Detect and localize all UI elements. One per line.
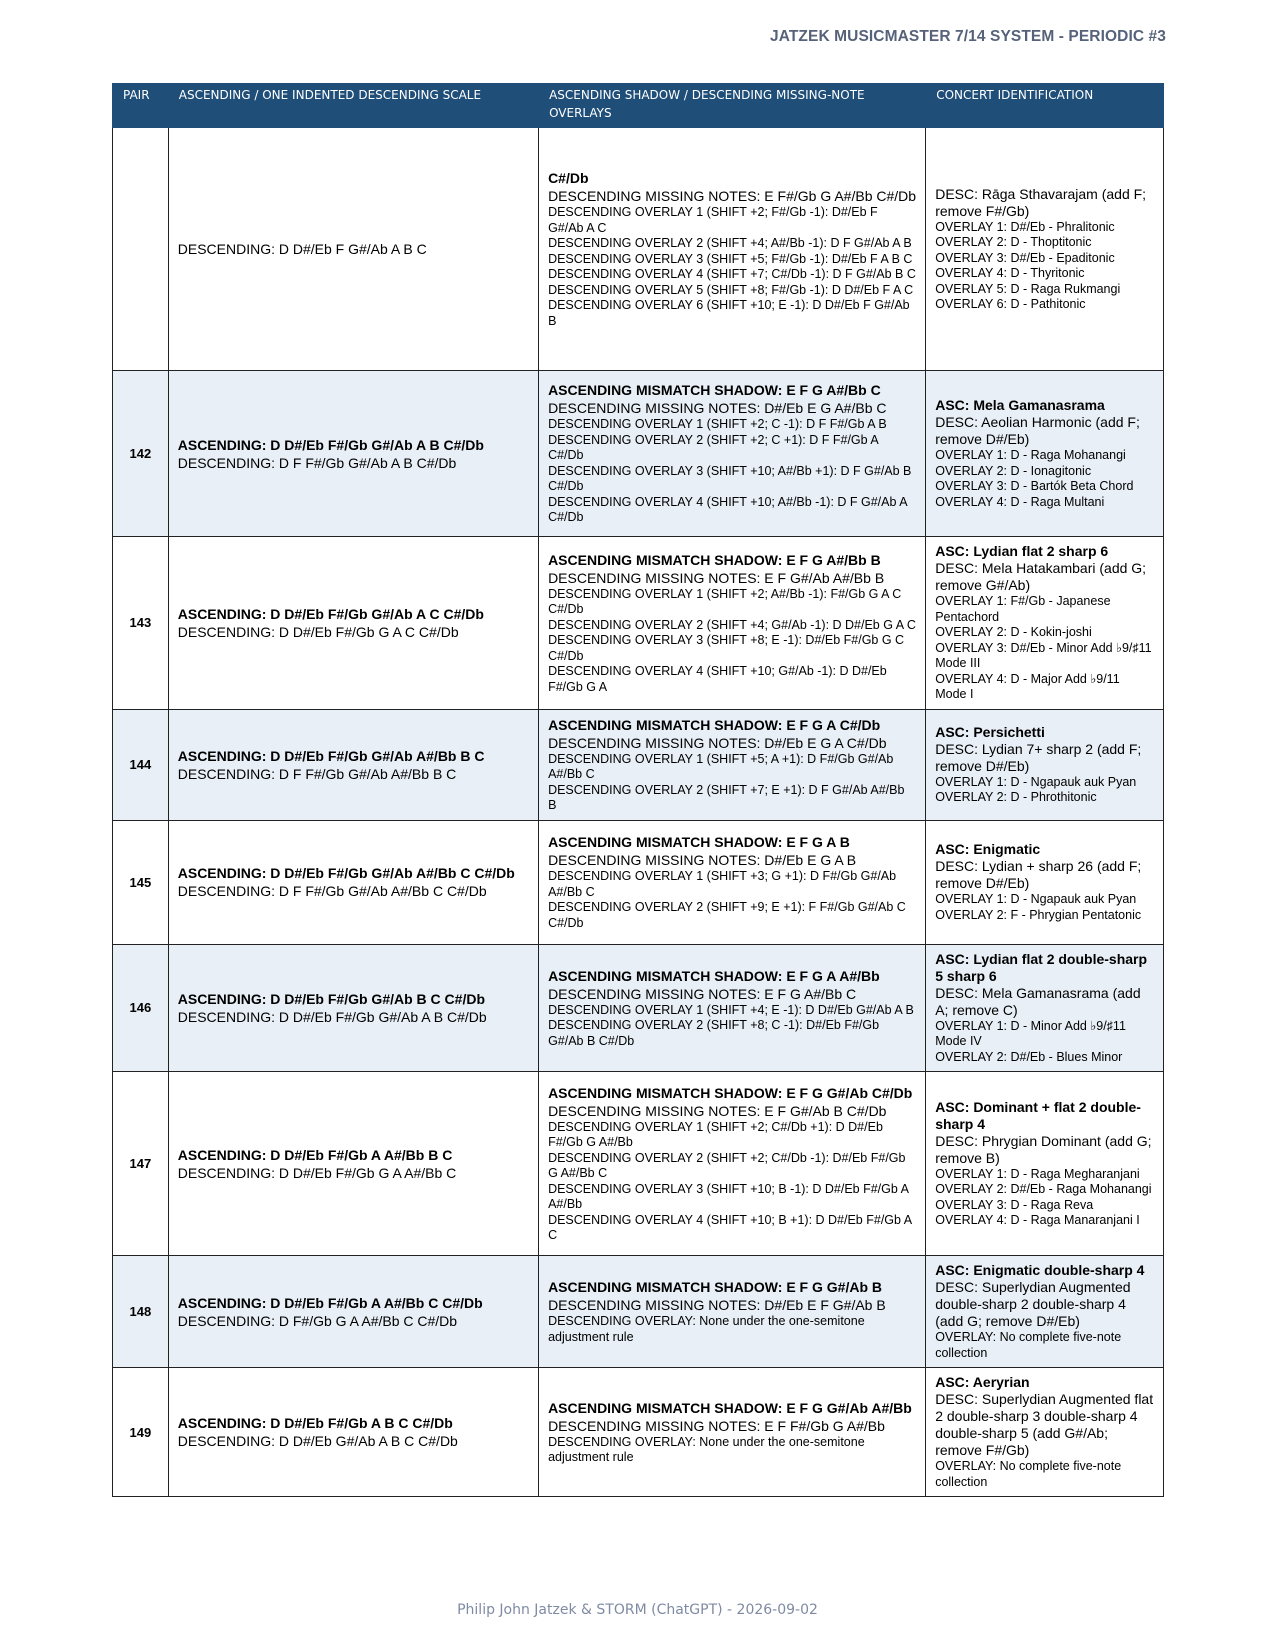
table-row xyxy=(113,1368,1164,1497)
concert-ascending: ASC: Enigmatic double-sharp 4 xyxy=(935,1262,1145,1278)
concert-cell xyxy=(926,1256,1164,1368)
shadow-cell xyxy=(539,1368,926,1497)
mismatch-shadow: ASCENDING MISMATCH SHADOW: E F G G#/Ab A#/Bb xyxy=(548,1399,912,1416)
mismatch-shadow: ASCENDING MISMATCH SHADOW: E F G A#/Bb B xyxy=(548,551,881,568)
table-row xyxy=(113,709,1164,820)
concert-descending: DESC: Rāga Sthavarajam (add F; remove F#/Gb) xyxy=(935,185,1147,219)
concert-ascending: ASC: Mela Gamanasrama xyxy=(935,397,1105,413)
concert-overlay: OVERLAY 1: D - Ngapauk auk Pyan xyxy=(935,892,1137,906)
descending-overlay: DESCENDING OVERLAY: None under the one-semitone adjustment rule xyxy=(548,1434,865,1464)
missing-notes: DESCENDING MISSING NOTES: E F G#/Ab B C#/Db xyxy=(548,1102,887,1119)
concert-ascending: ASC: Lydian flat 2 double-sharp 5 sharp 6 xyxy=(935,950,1148,984)
concert-ascending: ASC: Persichetti xyxy=(935,723,1045,740)
concert-overlay: OVERLAY 1: D - Raga Mohanangi xyxy=(935,448,1126,462)
ascending-scale: ASCENDING: D D#/Eb F#/Gb G#/Ab A B C#/Db xyxy=(177,436,484,453)
mismatch-shadow: ASCENDING MISMATCH SHADOW: E F G A B xyxy=(548,834,850,850)
table-row xyxy=(113,1256,1164,1368)
mismatch-shadow: C#/Db xyxy=(548,170,589,186)
descending-scale: DESCENDING: D D#/Eb F#/Gb G A C C#/Db xyxy=(177,623,459,640)
missing-notes: DESCENDING MISSING NOTES: D#/Eb E G A C#/Db xyxy=(548,734,887,751)
mismatch-shadow: ASCENDING MISMATCH SHADOW: E F G A A#/Bb xyxy=(548,967,880,984)
ascending-scale: ASCENDING: D D#/Eb F#/Gb G#/Ab B C C#/Db xyxy=(177,990,485,1007)
scale-cell xyxy=(168,709,538,820)
concert-descending: DESC: Lydian + sharp 26 (add F; remove D#/Eb) xyxy=(935,858,1142,891)
descending-scale: DESCENDING: D F#/Gb G A A#/Bb C C#/Db xyxy=(177,1312,458,1329)
concert-overlay: OVERLAY 1: F#/Gb - Japanese Pentachord xyxy=(935,594,1111,624)
column-header-shadow: ASCENDING SHADOW / DESCENDING MISSING-NOTE OVERLAYS xyxy=(539,84,926,128)
descending-overlay: DESCENDING OVERLAY 2 (SHIFT +4; A#/Bb -1): D F G#/Ab A B xyxy=(548,236,912,250)
concert-overlay: OVERLAY 2: D - Ionagitonic xyxy=(935,463,1092,478)
concert-overlay: OVERLAY: No complete five-note collection xyxy=(935,1330,1122,1360)
concert-ascending: ASC: Aeryrian xyxy=(935,1374,1030,1390)
concert-overlay: OVERLAY 6: D - Pathitonic xyxy=(935,297,1086,311)
concert-overlay: OVERLAY 3: D - Bartók Beta Chord xyxy=(935,479,1134,493)
scale-cell xyxy=(168,820,538,944)
pair-cell: 149 xyxy=(113,1368,169,1497)
scale-cell xyxy=(168,128,538,371)
shadow-cell xyxy=(539,709,926,820)
shadow-cell xyxy=(539,537,926,710)
scale-cell xyxy=(168,1072,538,1256)
table-body xyxy=(113,128,1164,1497)
concert-overlay: OVERLAY: No complete five-note collection xyxy=(935,1459,1122,1489)
table-row xyxy=(113,944,1164,1072)
shadow-cell xyxy=(539,128,926,371)
descending-overlay: DESCENDING OVERLAY 4 (SHIFT +10; B +1): D D#/Eb F#/Gb A C xyxy=(548,1212,912,1242)
concert-overlay: OVERLAY 2: D - Phrothitonic xyxy=(935,790,1097,804)
descending-overlay: DESCENDING OVERLAY 1 (SHIFT +4; E -1): D D#/Eb G#/Ab A B xyxy=(548,1002,914,1017)
pair-cell: 147 xyxy=(113,1072,169,1256)
descending-overlay: DESCENDING OVERLAY 2 (SHIFT +4; G#/Ab -1): D D#/Eb G A C xyxy=(548,617,916,632)
concert-overlay: OVERLAY 1: D - Minor Add ♭9/♯11 Mode IV xyxy=(935,1018,1126,1048)
missing-notes: DESCENDING MISSING NOTES: D#/Eb E G A#/Bb C xyxy=(548,400,887,417)
concert-cell xyxy=(926,1368,1164,1497)
descending-overlay: DESCENDING OVERLAY 1 (SHIFT +3; G +1): D F#/Gb G#/Ab A#/Bb C xyxy=(548,869,897,899)
concert-cell xyxy=(926,537,1164,710)
concert-overlay: OVERLAY 4: D - Raga Manaranjani I xyxy=(935,1213,1140,1227)
column-header-concert: CONCERT IDENTIFICATION xyxy=(926,84,1164,128)
mismatch-shadow: ASCENDING MISMATCH SHADOW: E F G A C#/Db xyxy=(548,716,881,733)
concert-cell xyxy=(926,1072,1164,1256)
descending-overlay: DESCENDING OVERLAY 4 (SHIFT +10; A#/Bb -1): D F G#/Ab A C#/Db xyxy=(548,494,907,525)
missing-notes: DESCENDING MISSING NOTES: D#/Eb E G A B xyxy=(548,852,857,868)
concert-overlay: OVERLAY 1: D - Raga Megharanjani xyxy=(935,1166,1140,1181)
concert-overlay: OVERLAY 2: D - Thoptitonic xyxy=(935,235,1092,249)
concert-cell xyxy=(926,128,1164,371)
concert-ascending: ASC: Enigmatic xyxy=(935,841,1041,857)
pair-cell: 142 xyxy=(113,371,169,537)
scale-cell xyxy=(168,537,538,710)
missing-notes: DESCENDING MISSING NOTES: E F#/Gb G A#/Bb C#/Db xyxy=(548,188,917,204)
shadow-cell xyxy=(539,820,926,944)
scales-table xyxy=(112,83,1164,1497)
page-footer: Philip John Jatzek & STORM (ChatGPT) - 2026-09-02 xyxy=(457,1602,818,1618)
ascending-scale: ASCENDING: D D#/Eb F#/Gb G#/Ab A C C#/Db xyxy=(177,605,484,622)
concert-overlay: OVERLAY 2: D#/Eb - Blues Minor xyxy=(935,1049,1123,1064)
concert-descending: DESC: Phrygian Dominant (add G; remove B) xyxy=(935,1132,1152,1166)
ascending-scale: ASCENDING: D D#/Eb F#/Gb A A#/Bb B C xyxy=(177,1146,453,1163)
concert-overlay: OVERLAY 3: D#/Eb - Epaditonic xyxy=(935,250,1115,265)
descending-scale: DESCENDING: D D#/Eb F#/Gb G#/Ab A B C#/Db xyxy=(177,1008,487,1025)
concert-overlay: OVERLAY 1: D - Ngapauk auk Pyan xyxy=(935,774,1137,789)
concert-overlay: OVERLAY 5: D - Raga Rukmangi xyxy=(935,281,1121,296)
scale-cell xyxy=(168,371,538,537)
table-row xyxy=(113,371,1164,537)
shadow-cell xyxy=(539,371,926,537)
descending-overlay: DESCENDING OVERLAY 6 (SHIFT +10; E -1): D D#/Eb F G#/Ab B xyxy=(548,298,910,328)
descending-overlay: DESCENDING OVERLAY 1 (SHIFT +2; C -1): D F F#/Gb A B xyxy=(548,417,887,432)
descending-overlay: DESCENDING OVERLAY 4 (SHIFT +7; C#/Db -1): D F G#/Ab B C xyxy=(548,267,916,281)
descending-scale: DESCENDING: D D#/Eb G#/Ab A B C C#/Db xyxy=(177,1433,458,1449)
column-header-scale: ASCENDING / ONE INDENTED DESCENDING SCALE xyxy=(168,84,538,128)
descending-overlay: DESCENDING OVERLAY 2 (SHIFT +8; C -1): D#/Eb F#/Gb G#/Ab B C#/Db xyxy=(548,1018,880,1048)
mismatch-shadow: ASCENDING MISMATCH SHADOW: E F G G#/Ab C#/Db xyxy=(548,1084,913,1101)
pair-cell: 145 xyxy=(113,820,169,944)
concert-descending: DESC: Superlydian Augmented flat 2 double-sharp 3 double-sharp 4 double-sharp 5 (add G#/Ab; remove F#/Gb) xyxy=(935,1391,1154,1458)
descending-overlay: DESCENDING OVERLAY 3 (SHIFT +10; B -1): D D#/Eb F#/Gb A A#/Bb xyxy=(548,1181,909,1211)
descending-scale: DESCENDING: D F F#/Gb G#/Ab A B C#/Db xyxy=(177,454,457,471)
ascending-scale: ASCENDING: D D#/Eb F#/Gb G#/Ab A#/Bb B C xyxy=(177,747,485,764)
descending-overlay: DESCENDING OVERLAY 3 (SHIFT +10; A#/Bb +1): D F G#/Ab B C#/Db xyxy=(548,463,912,494)
scale-cell xyxy=(168,944,538,1072)
concert-overlay: OVERLAY 3: D - Raga Reva xyxy=(935,1197,1094,1212)
document-title: JATZEK MUSICMASTER 7/14 SYSTEM - PERIODIC #3 xyxy=(770,28,1166,45)
mismatch-shadow: ASCENDING MISMATCH SHADOW: E F G A#/Bb C xyxy=(548,382,881,399)
pair-cell xyxy=(113,128,169,371)
descending-overlay: DESCENDING OVERLAY 3 (SHIFT +8; E -1): D#/Eb F#/Gb G C C#/Db xyxy=(548,633,905,663)
shadow-cell xyxy=(539,944,926,1072)
concert-descending: DESC: Aeolian Harmonic (add F; remove D#/Eb) xyxy=(935,414,1140,447)
missing-notes: DESCENDING MISSING NOTES: D#/Eb E F G#/Ab B xyxy=(548,1297,886,1313)
concert-cell xyxy=(926,709,1164,820)
concert-overlay: OVERLAY 4: D - Thyritonic xyxy=(935,266,1085,280)
ascending-scale: ASCENDING: D D#/Eb F#/Gb G#/Ab A#/Bb C C#/Db xyxy=(177,865,515,881)
table-header xyxy=(113,84,1164,128)
concert-overlay: OVERLAY 3: D#/Eb - Minor Add ♭9/♯11 Mode III xyxy=(935,640,1152,670)
pair-cell: 146 xyxy=(113,944,169,1072)
concert-overlay: OVERLAY 1: D#/Eb - Phralitonic xyxy=(935,219,1115,234)
concert-overlay: OVERLAY 4: D - Raga Multani xyxy=(935,494,1105,509)
column-header-pair: PAIR xyxy=(113,84,169,128)
concert-cell xyxy=(926,371,1164,537)
pair-cell: 144 xyxy=(113,709,169,820)
scale-cell xyxy=(168,1368,538,1497)
descending-overlay: DESCENDING OVERLAY 1 (SHIFT +2; C#/Db +1): D D#/Eb F#/Gb G A#/Bb xyxy=(548,1119,883,1149)
descending-overlay: DESCENDING OVERLAY 2 (SHIFT +2; C +1): D F F#/Gb A C#/Db xyxy=(548,432,879,463)
concert-descending: DESC: Mela Hatakambari (add G; remove G#/Ab) xyxy=(935,560,1147,593)
concert-overlay: OVERLAY 2: D#/Eb - Raga Mohanangi xyxy=(935,1182,1152,1196)
concert-ascending: ASC: Lydian flat 2 sharp 6 xyxy=(935,543,1109,559)
descending-overlay: DESCENDING OVERLAY 2 (SHIFT +7; E +1): D F G#/Ab A#/Bb B xyxy=(548,782,905,812)
table-row xyxy=(113,537,1164,710)
missing-notes: DESCENDING MISSING NOTES: E F G#/Ab A#/Bb B xyxy=(548,569,885,586)
concert-descending: DESC: Superlydian Augmented double-sharp 2 double-sharp 4 (add G; remove D#/Eb) xyxy=(935,1279,1131,1329)
pair-cell: 143 xyxy=(113,537,169,710)
descending-scale: DESCENDING: D D#/Eb F#/Gb G A A#/Bb C xyxy=(177,1164,457,1181)
concert-cell xyxy=(926,820,1164,944)
concert-descending: DESC: Lydian 7+ sharp 2 (add F; remove D#/Eb) xyxy=(935,740,1142,774)
descending-overlay: DESCENDING OVERLAY 1 (SHIFT +2; F#/Gb -1): D#/Eb F G#/Ab A C xyxy=(548,205,878,235)
table-row xyxy=(113,820,1164,944)
descending-overlay: DESCENDING OVERLAY 1 (SHIFT +2; A#/Bb -1): F#/Gb G A C C#/Db xyxy=(548,586,902,616)
descending-scale: DESCENDING: D D#/Eb F G#/Ab A B C xyxy=(177,241,427,257)
descending-scale: DESCENDING: D F F#/Gb G#/Ab A#/Bb B C xyxy=(177,765,457,782)
table-row xyxy=(113,1072,1164,1256)
missing-notes: DESCENDING MISSING NOTES: E F F#/Gb G A#/Bb xyxy=(548,1417,885,1434)
concert-cell xyxy=(926,944,1164,1072)
concert-descending: DESC: Mela Gamanasrama (add A; remove C) xyxy=(935,984,1141,1018)
descending-overlay: DESCENDING OVERLAY 2 (SHIFT +9; E +1): F F#/Gb G#/Ab C C#/Db xyxy=(548,900,906,930)
table-row xyxy=(113,128,1164,371)
descending-overlay: DESCENDING OVERLAY 1 (SHIFT +5; A +1): D F#/Gb G#/Ab A#/Bb C xyxy=(548,751,894,781)
scale-cell xyxy=(168,1256,538,1368)
shadow-cell xyxy=(539,1072,926,1256)
descending-overlay: DESCENDING OVERLAY: None under the one-semitone adjustment rule xyxy=(548,1314,865,1344)
concert-overlay: OVERLAY 2: F - Phrygian Pentatonic xyxy=(935,907,1142,922)
descending-scale: DESCENDING: D F F#/Gb G#/Ab A#/Bb C C#/Db xyxy=(177,883,487,899)
missing-notes: DESCENDING MISSING NOTES: E F G A#/Bb C xyxy=(548,985,857,1002)
descending-overlay: DESCENDING OVERLAY 4 (SHIFT +10; G#/Ab -1): D D#/Eb F#/Gb G A xyxy=(548,664,887,694)
concert-overlay: OVERLAY 4: D - Major Add ♭9/11 Mode I xyxy=(935,671,1120,701)
descending-overlay: DESCENDING OVERLAY 5 (SHIFT +8; F#/Gb -1): D D#/Eb F A C xyxy=(548,282,914,297)
ascending-scale: ASCENDING: D D#/Eb F#/Gb A B C C#/Db xyxy=(177,1415,453,1431)
descending-overlay: DESCENDING OVERLAY 2 (SHIFT +2; C#/Db -1): D#/Eb F#/Gb G A#/Bb C xyxy=(548,1150,906,1180)
pair-cell: 148 xyxy=(113,1256,169,1368)
concert-ascending: ASC: Dominant + flat 2 double-sharp 4 xyxy=(935,1098,1141,1132)
shadow-cell xyxy=(539,1256,926,1368)
concert-overlay: OVERLAY 2: D - Kokin-joshi xyxy=(935,625,1092,639)
descending-overlay: DESCENDING OVERLAY 3 (SHIFT +5; F#/Gb -1): D#/Eb F A B C xyxy=(548,251,913,266)
ascending-scale: ASCENDING: D D#/Eb F#/Gb A A#/Bb C C#/Db xyxy=(177,1294,483,1311)
mismatch-shadow: ASCENDING MISMATCH SHADOW: E F G G#/Ab B xyxy=(548,1279,882,1295)
